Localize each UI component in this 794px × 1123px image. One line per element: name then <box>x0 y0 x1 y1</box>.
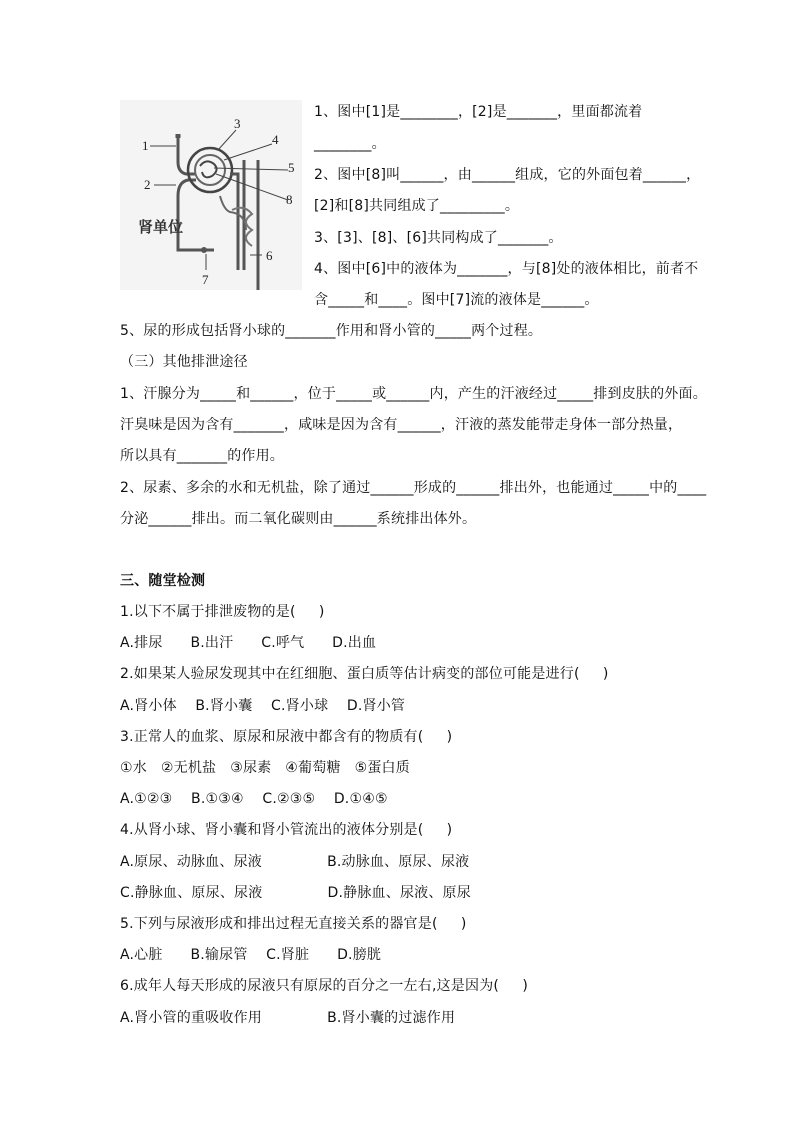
question-text: 1、汗腺分为_____和______，位于_____或______内，产生的汗液经过_____排到皮肤的外面。 <box>120 386 707 402</box>
question-text: 5、尿的形成包括肾小球的_______作用和肾小管的_____两个过程。 <box>120 323 543 339</box>
question-text: 汗臭味是因为含有_______，咸味是因为含有______，汗液的蒸发能带走身体一部分热量， <box>120 417 683 433</box>
question-text: 2、图中[8]叫______，由______组成，它的外面包着______， <box>314 167 701 183</box>
mcq-stem: 6.成年人每天形成的尿液只有原尿的百分之一左右,这是因为( ) <box>120 978 528 994</box>
mcq-options: A.排尿 B.出汗 C.呼气 D.出血 <box>120 635 377 651</box>
mcq-stem: 3.正常人的血浆、原尿和尿液中都含有的物质有( ) <box>120 729 453 745</box>
question-text: [2]和[8]共同组成了_________。 <box>314 198 520 214</box>
question-text: 3、[3]、[8]、[6]共同构成了_______。 <box>314 230 563 246</box>
figure-title: 肾单位 <box>138 218 184 236</box>
nephron-figure <box>120 100 302 290</box>
question-text: 2、尿素、多余的水和无机盐，除了通过______形成的______排出外，也能通过_____中的____ <box>120 480 707 496</box>
figure-label-6: 6 <box>266 248 273 263</box>
figure-label-7: 7 <box>202 272 209 287</box>
mcq-stem: 5.下列与尿液形成和排出过程无直接关系的器官是( ) <box>120 916 467 932</box>
figure-label-5: 5 <box>288 160 295 175</box>
figure-label-3: 3 <box>234 116 241 131</box>
mcq-stem: 4.从肾小球、肾小囊和肾小管流出的液体分别是( ) <box>120 822 453 838</box>
mcq-options: A.①②③ B.①③④ C.②③⑤ D.①④⑤ <box>120 791 388 807</box>
mcq-stem: 2.如果某人验尿发现其中在红细胞、蛋白质等估计病变的部位可能是进行( ) <box>120 666 609 682</box>
figure-label-1: 1 <box>142 138 149 153</box>
mcq-options: A.肾小管的重吸收作用 B.肾小囊的过滤作用 <box>120 1010 456 1026</box>
question-text: 4、图中[6]中的液体为_______，与[8]处的液体相比，前者不 <box>314 261 699 277</box>
figure-label-8: 8 <box>286 192 293 207</box>
question-text: 1、图中[1]是________，[2]是_______，里面都流着 <box>314 104 643 120</box>
mcq-options: A.心脏 B.输尿管 C.肾脏 D.膀胱 <box>120 947 382 963</box>
mcq-options: A.原尿、动脉血、尿液 B.动脉血、原尿、尿液 <box>120 854 470 870</box>
question-text: 所以具有_______的作用。 <box>120 448 284 464</box>
figure-label-4: 4 <box>272 132 279 147</box>
mcq-options: C.静脉血、原尿、尿液 D.静脉血、尿液、原尿 <box>120 885 471 901</box>
mcq-substances: ①水 ②无机盐 ③尿素 ④葡萄糖 ⑤蛋白质 <box>120 760 410 776</box>
question-text: ________。 <box>314 136 386 152</box>
question-text: 含_____和____。图中[7]流的液体是______。 <box>314 292 599 308</box>
question-text: 分泌______排出。而二氧化碳则由______系统排出体外。 <box>120 511 477 527</box>
figure-label-2: 2 <box>144 177 151 192</box>
nephron-diagram <box>120 100 302 290</box>
section-heading: 三、随堂检测 <box>120 573 206 589</box>
section-title: （三）其他排泄途径 <box>120 354 248 370</box>
mcq-stem: 1.以下不属于排泄废物的是( ) <box>120 604 325 620</box>
mcq-options: A.肾小体 B.肾小囊 C.肾小球 D.肾小管 <box>120 698 406 714</box>
